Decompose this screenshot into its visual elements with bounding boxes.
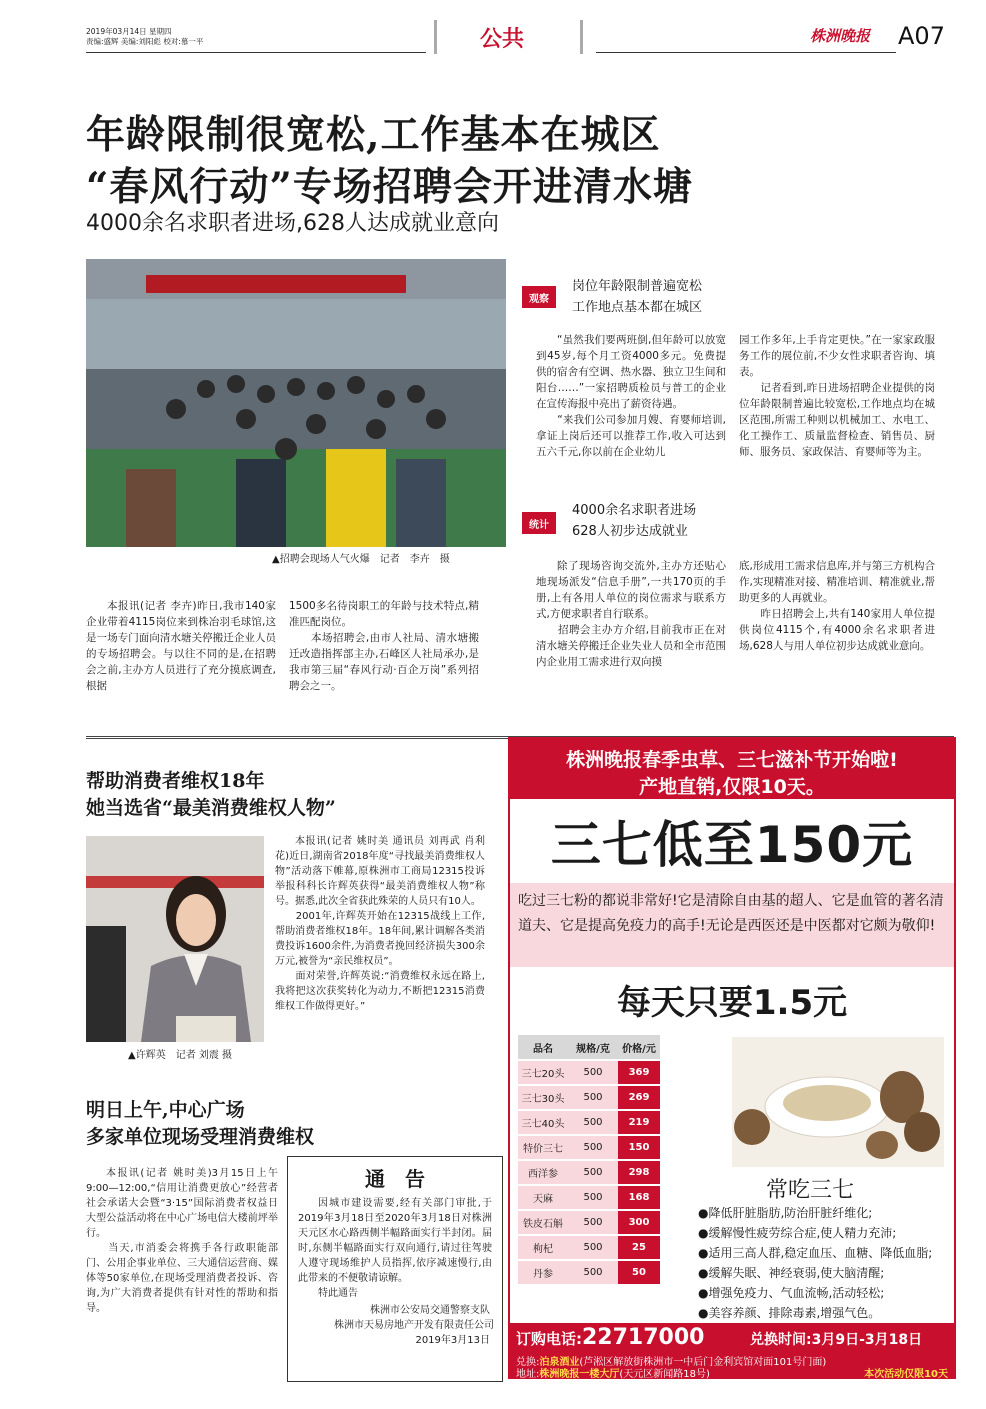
consumer-body: 本报讯(记者 姚时美 通讯员 刘再武 肖利花)近日,湖南省2018年度“寻找最美消费维权人物”活动落下帷幕,原株洲市工商局12315投诉举报科科长许辉英获得“最美消费维权人物”称号。据悉,此次全省获此殊荣的人员只有10人。 2001年,许辉英开始在12315战线上工作,帮助消费者维权18年。18年间,累计调解各类消费投诉1600余件,为消费者挽回经济损失300余万元,被誉为“亲民维权员”。 面对荣誉,许辉英说:“消费维权永远在路上,我将把这次获奖转化为动力,不断把12315消费维权工作做得更好。” <box>275 836 485 1012</box>
product-price: 25 <box>618 1235 660 1260</box>
product-price: 369 <box>618 1060 660 1085</box>
notice-body: 因城市建设需要,经有关部门审批,于2019年3月18日至2020年3月18日对株洲天元区水心路西侧半幅路面实行半封闭。届时,东侧半幅路面实行双向通行,请过往驾驶人遵守现场维护人员指挥,依序减速慢行,由此带来的不便敬请谅解。 特此通告 <box>298 1198 492 1299</box>
sanqi-product-photo <box>732 1037 944 1167</box>
benefit-item: ●降低肝脏脂肪,防治肝脏纤维化; <box>698 1206 873 1220</box>
observe-title-2: 工作地点基本都在城区 <box>572 300 703 315</box>
product-spec: 500 <box>568 1135 618 1160</box>
observe-title-1: 岗位年龄限制普遍宽松 <box>572 279 703 294</box>
consumer-headline-1: 帮助消费者维权18年 <box>86 770 265 792</box>
notice-org-2: 株洲市天易房地产开发有限责任公司 <box>334 1320 494 1331</box>
product-name: 天麻 <box>518 1185 568 1210</box>
ad-big-title: 三七低至150元 <box>550 816 914 874</box>
ad-panel <box>508 737 956 1379</box>
table-row <box>518 1235 660 1260</box>
stats-col2: 底,形成用工需求信息库,并与第三方机构合作,实现精准对接、精准培训、精准就业,帮助更多的人再就业。 昨日招聘会上,共有140家用人单位提供岗位4115个,有4000余名求职者进场,628人与用人单位初步达成就业意向。 <box>739 560 935 652</box>
product-name: 三七40头 <box>518 1110 568 1135</box>
benefit-item: ●缓解失眠、神经衰弱,使大脑清醒; <box>698 1266 885 1280</box>
portrait-illustration <box>86 836 264 1042</box>
table-row <box>518 1110 660 1135</box>
ad-banner <box>510 739 954 799</box>
col-header-spec: 规格/克 <box>568 1035 618 1060</box>
benefit-item: ●美容养颜、排除毒素,增强气色。 <box>698 1306 881 1320</box>
lead-subhead: 4000余名求职者进场,628人达成就业意向 <box>86 211 499 236</box>
stats-title-1: 4000余名求职者进场 <box>572 503 697 518</box>
notice-org-1: 株洲市公安局交通警察支队 <box>370 1305 490 1316</box>
table-row <box>518 1160 660 1185</box>
ad-daily-price: 每天只要1.5元 <box>616 983 848 1023</box>
benefit-item: ●缓解慢性疲劳综合症,使人精力充沛; <box>698 1226 897 1240</box>
table-row <box>518 1085 660 1110</box>
phone-label: 订购电话: <box>516 1330 582 1348</box>
lead-headline-1: 年龄限制很宽松,工作基本在城区 <box>86 112 661 158</box>
price-table-header <box>518 1035 660 1060</box>
product-spec: 500 <box>568 1060 618 1085</box>
benefit-item: ●增强免疫力、气血流畅,活动轻松; <box>698 1286 885 1300</box>
table-row <box>518 1185 660 1210</box>
product-spec: 500 <box>568 1160 618 1185</box>
job-fair-photo <box>86 259 506 547</box>
product-price: 168 <box>618 1185 660 1210</box>
benefit-item: ●适用三高人群,稳定血压、血糖、降低血脂; <box>698 1246 933 1260</box>
col-header-name: 品名 <box>518 1035 568 1060</box>
product-name: 三七30头 <box>518 1085 568 1110</box>
exchange-label: 兑换: <box>516 1357 540 1368</box>
product-spec: 500 <box>568 1085 618 1110</box>
observe-col1: “虽然我们要两班倒,但年龄可以放宽到45岁,每个月工资4000多元。免费提供的宿舍有空调、热水器、独立卫生间和阳台……”一家招聘质检员与普工的企业在宣传海报中亮出了薪资待遇。 “来我们公司参加月嫂、育婴师培训,拿证上岗后还可以推荐工作,收入可达到五六千元,你以前在企业幼儿 <box>536 334 726 458</box>
tomorrow-headline-2: 多家单位现场受理消费维权 <box>86 1126 315 1148</box>
benefits-title: 常吃三七 <box>766 1178 855 1203</box>
address-detail: (天元区新闻路18号) <box>619 1369 710 1380</box>
product-spec: 500 <box>568 1185 618 1210</box>
product-price: 269 <box>618 1085 660 1110</box>
table-row <box>518 1135 660 1160</box>
address-line <box>516 1365 710 1380</box>
stats-tag: 统计 <box>522 512 556 534</box>
notice-date: 2019年3月13日 <box>415 1335 490 1346</box>
table-row <box>518 1210 660 1235</box>
notice-title: 通 告 <box>365 1167 425 1191</box>
address-label: 地址: <box>516 1369 540 1380</box>
benefits-list <box>698 1203 954 1323</box>
product-spec: 500 <box>568 1235 618 1260</box>
section-title: 公共 <box>480 26 525 52</box>
exchange-place: 泊泉酒业 <box>539 1357 580 1368</box>
issue-date: 2019年03月14日 星期四 <box>86 27 172 36</box>
product-name: 西洋参 <box>518 1160 568 1185</box>
sanqi-illustration <box>732 1037 944 1167</box>
page-number: A07 <box>898 22 945 50</box>
header-rule-left <box>86 52 426 53</box>
col-header-price: 价格/元 <box>618 1035 660 1060</box>
header-divider-right <box>580 20 583 54</box>
tomorrow-body: 本报讯(记者 姚时美)3月15日上午9:00—12:00,“信用让消费更放心”经营者社会承诺大会暨“3·15”国际消费者权益日大型公益活动将在中心广场电信大楼前坪举行。 当天,市消委会将携手各行政职能部门、公用企事业单位、三大通信运营商、媒体等50家单位,在现场受理消费者投诉、咨询,为广大消费者提供有针对性的帮助和指导。 <box>86 1168 278 1314</box>
observe-col2: 园工作多年,上手肯定更快。”在一家家政服务工作的展位前,不少女性求职者咨询、填表。 记者看到,昨日进场招聘企业提供的岗位年龄限制普遍比较宽松,工作地点均在城区范围,所需工种则以机械加工、水电工、化工操作工、质量监督检查、销售员、厨师、服务员、家政保洁、育婴师等为主。 <box>739 334 935 458</box>
job-fair-photo-illustration <box>86 259 506 547</box>
staff-credits: 责编:盛辉 美编:刘阳彪 校对:慕一平 <box>86 37 204 46</box>
exchange-addr: (芦淞区解放街株洲市一中后门金利宾馆对面101号门面) <box>579 1357 827 1368</box>
product-name: 特价三七 <box>518 1135 568 1160</box>
product-name: 铁皮石斛 <box>518 1210 568 1235</box>
table-row <box>518 1060 660 1085</box>
product-spec: 500 <box>568 1260 618 1285</box>
product-name: 三七20头 <box>518 1060 568 1085</box>
product-price: 300 <box>618 1210 660 1235</box>
price-table <box>518 1035 660 1286</box>
header-divider-left <box>434 20 437 54</box>
ad-banner-line-2: 产地直销,仅限10天。 <box>639 776 825 798</box>
lead-body-col2: 1500多名待岗职工的年龄与技术特点,精准匹配岗位。 本场招聘会,由市人社局、清水塘搬迁改造指挥部主办,石峰区人社局承办,是我市第三届“春风行动·百企万岗”系列招聘会之一。 <box>289 600 479 692</box>
notice-box <box>287 1156 503 1382</box>
job-fair-photo-caption: ▲招聘会现场人气火爆 记者 李卉 摄 <box>272 554 450 565</box>
product-spec: 500 <box>568 1110 618 1135</box>
consumer-headline-2: 她当选省“最美消费维权人物” <box>86 797 336 819</box>
exchange-time: 兑换时间:3月9日-3月18日 <box>750 1332 923 1348</box>
consumer-portrait <box>86 836 264 1042</box>
consumer-photo-caption: ▲许辉英 记者 刘震 摄 <box>128 1050 233 1061</box>
ad-intro: 吃过三七粉的都说非常好!它是清除自由基的超人、它是血管的著名清道夫、它是提高免疫力的高手!无论是西医还是中医都对它颇为敬仰! <box>510 883 954 967</box>
product-price: 150 <box>618 1135 660 1160</box>
product-price: 219 <box>618 1110 660 1135</box>
ad-footer <box>510 1323 954 1379</box>
product-price: 50 <box>618 1260 660 1285</box>
product-name: 枸杞 <box>518 1235 568 1260</box>
header-rule-right <box>596 52 896 53</box>
phone-number: 22717000 <box>582 1325 705 1350</box>
lead-headline-2: “春风行动”专场招聘会开进清水塘 <box>86 164 693 210</box>
ad-banner-line-1: 株洲晚报春季虫草、三七滋补节开始啦! <box>566 749 898 771</box>
lead-body-col1: 本报讯(记者 李卉)昨日,我市140家企业带着4115岗位来到株冶羽毛球馆,这是一场专门面向清水塘关停搬迁企业人员的专场招聘会。与以往不同的是,在招聘会之前,主办方人员进行了充分摸底调查,根据 <box>86 600 276 692</box>
product-price: 298 <box>618 1160 660 1185</box>
observe-tag: 观察 <box>522 286 556 308</box>
limit-note: 本次活动仅限10天 <box>864 1369 948 1380</box>
product-spec: 500 <box>568 1210 618 1235</box>
order-line <box>516 1325 704 1350</box>
tomorrow-headline-1: 明日上午,中心广场 <box>86 1099 245 1121</box>
stats-title-2: 628人初步达成就业 <box>572 524 688 539</box>
address-place: 株洲晚报一楼大厅 <box>539 1369 620 1380</box>
table-row <box>518 1260 660 1285</box>
product-name: 丹参 <box>518 1260 568 1285</box>
paper-logo: 株洲晚报 <box>810 27 871 45</box>
stats-col1: 除了现场咨询交流外,主办方还贴心地现场派发“信息手册”,一共170页的手册,上有各用人单位的岗位需求与联系方式,方便求职者自行联系。 招聘会主办方介绍,目前我市正在对清水塘关停搬迁企业失业人员和全市范围内企业用工需求进行双向摸 <box>536 560 726 668</box>
